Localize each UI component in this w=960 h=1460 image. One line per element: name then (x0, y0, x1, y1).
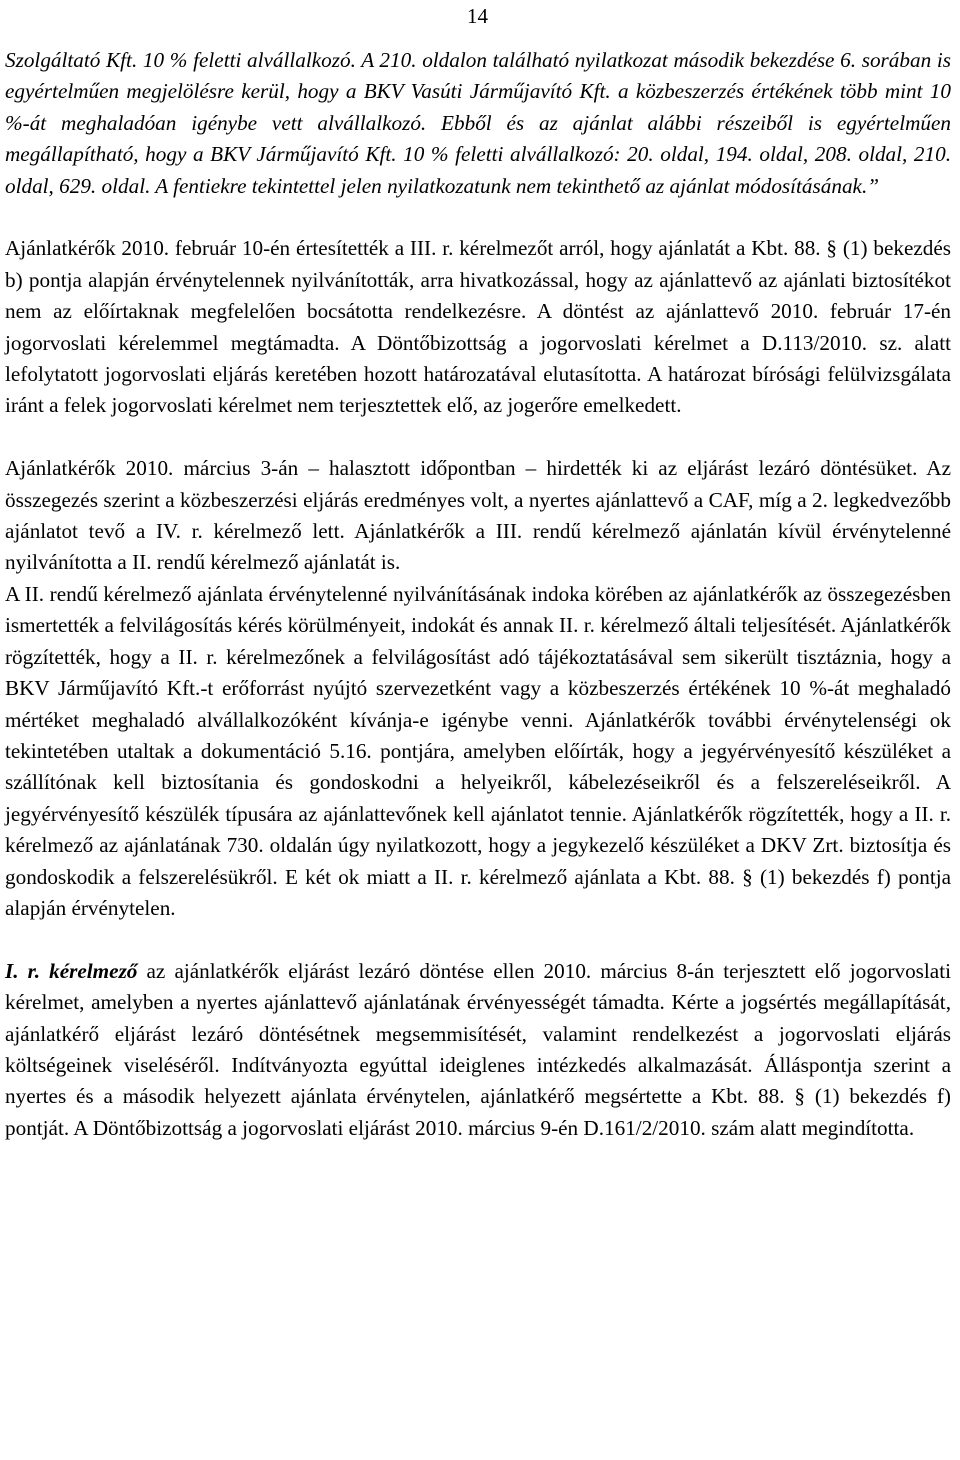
paragraph-closing-decision: Ajánlatkérők 2010. március 3-án – halasztott időpontban – hirdették ki az eljárást lezáró döntésüket. Az összegezés szerint a közbeszerzési eljárás eredményes volt, a nyertes ajánlattevő a CAF, míg a 2. legkedvezőbb ajánlatot tevő a IV. r. kérelmező lett. Ajánlatkérők a III. rendű kérelmező ajánlatán kívül érvénytelenné nyilvánította a II. rendű kérelmező ajánlatát is. (5, 456, 951, 575)
page-number: 14 (467, 4, 488, 28)
applicant-designation: I. r. kérelmező (5, 958, 138, 983)
paragraph-second-applicant-invalidity: A II. rendű kérelmező ajánlata érvénytelenné nyilvánításának indoka körében az ajánlatkérők az összegezésben ismertették a felvilágosítás kérés körülményeit, indokát és annak II. r. kérelmező általi teljesítését. Ajánlatkérők rögzítették, hogy a II. r. kérelmezőnek a felvilágosítást adó tájékoztatásával sem sikerült tisztáznia, hogy a BKV Járműjavító Kft.-t erőforrást nyújtó szervezetként vagy a közbeszerzés értékének 10 %-át meghaladó mértéket meghaladó alvállalkozóként kívánja-e igénybe venni. Ajánlatkérők további érvénytelenségi ok tekintetében utaltak a dokumentáció 5.16. pontjára, amelyben előírták, hogy a jegyérvényesítő készüléket a szállítónak kell biztosítania és gondoskodni a helyeikről, kábelezéseikről és a felszereléseikről. A jegyérvényesítő készülék típusára az ajánlattevőnek kell ajánlatot tennie. Ajánlatkérők rögzítették, hogy a II. r. kérelmező az ajánlatának 730. oldalán úgy nyilatkozott, hogy a jegykezelő készüléket a DKV Zrt. biztosítja és gondoskodik a felszerelésükről. E két ok miatt a II. r. kérelmező ajánlata a Kbt. 88. § (1) bekezdés f) pontja alapján érvénytelen. (5, 581, 951, 920)
request-text: az ajánlatkérők eljárást lezáró döntése ellen 2010. március 8-án terjesztett elő jogorvoslati kérelmet, amelyben a nyertes ajánlattevő ajánlatának érvényességét támadta. Kérte a jogsértés megállapítását, ajánlatkérő eljárást lezáró döntésétnek megsemmisítését, valamint rendelkezést a jogorvoslati eljárás költségeinek viseléséről. Indítványozta egyúttal ideiglenes intézkedés alkalmazását. Álláspontja szerint a nyertes és a második helyezett ajánlata érvénytelen, ajánlatkérő megsértette a Kbt. 88. § (1) bekezdés f) pontját. A Döntőbizottság a jogorvoslati eljárást 2010. március 9-én D.161/2/2010. szám alatt megindította. (5, 958, 951, 1140)
quoted-statement-paragraph: Szolgáltató Kft. 10 % feletti alvállalkozó. A 210. oldalon található nyilatkozat második bekezdése 6. sorában is egyértelműen megjelölésre kerül, hogy a BKV Vasúti Járműjavító Kft. a közbeszerzés értékének több mint 10 %-át meghaladóan igénybe vett alvállalkozó. Ebből és az ajánlat alábbi részeiből is egyértelműen megállapítható, hogy a BKV Járműjavító Kft. 10 % feletti alvállalkozó: 20. oldal, 194. oldal, 208. oldal, 210. oldal, 629. oldal. A fentiekre tekintettel jelen nyilatkozatunk nem tekinthető az ajánlat módosításának.” (5, 48, 951, 198)
paragraph-first-applicant-request (5, 956, 951, 1144)
paragraph-spacer (5, 924, 951, 955)
paragraph-deposit-invalidity: Ajánlatkérők 2010. február 10-én értesítették a III. r. kérelmezőt arról, hogy ajánlatát a Kbt. 88. § (1) bekezdés b) pontja alapján érvénytelennek nyilvánították, arra hivatkozással, hogy az ajánlattevő az ajánlati biztosítékot nem az előírtaknak megfelelően bocsátotta rendelkezésre. A döntést az ajánlattevő 2010. február 17-én jogorvoslati kérelemmel megtámadta. A Döntőbizottság a jogorvoslati kérelmet a D.113/2010. sz. alatt lefolytatott jogorvoslati eljárás keretében hozott határozatával elutasította. A határozat bírósági felülvizsgálata iránt a felek jogorvoslati kérelmet nem terjesztettek elő, az jogerőre emelkedett. (5, 236, 951, 418)
document-body (5, 45, 951, 1144)
paragraph-spacer (5, 202, 951, 233)
paragraph-spacer (5, 422, 951, 453)
